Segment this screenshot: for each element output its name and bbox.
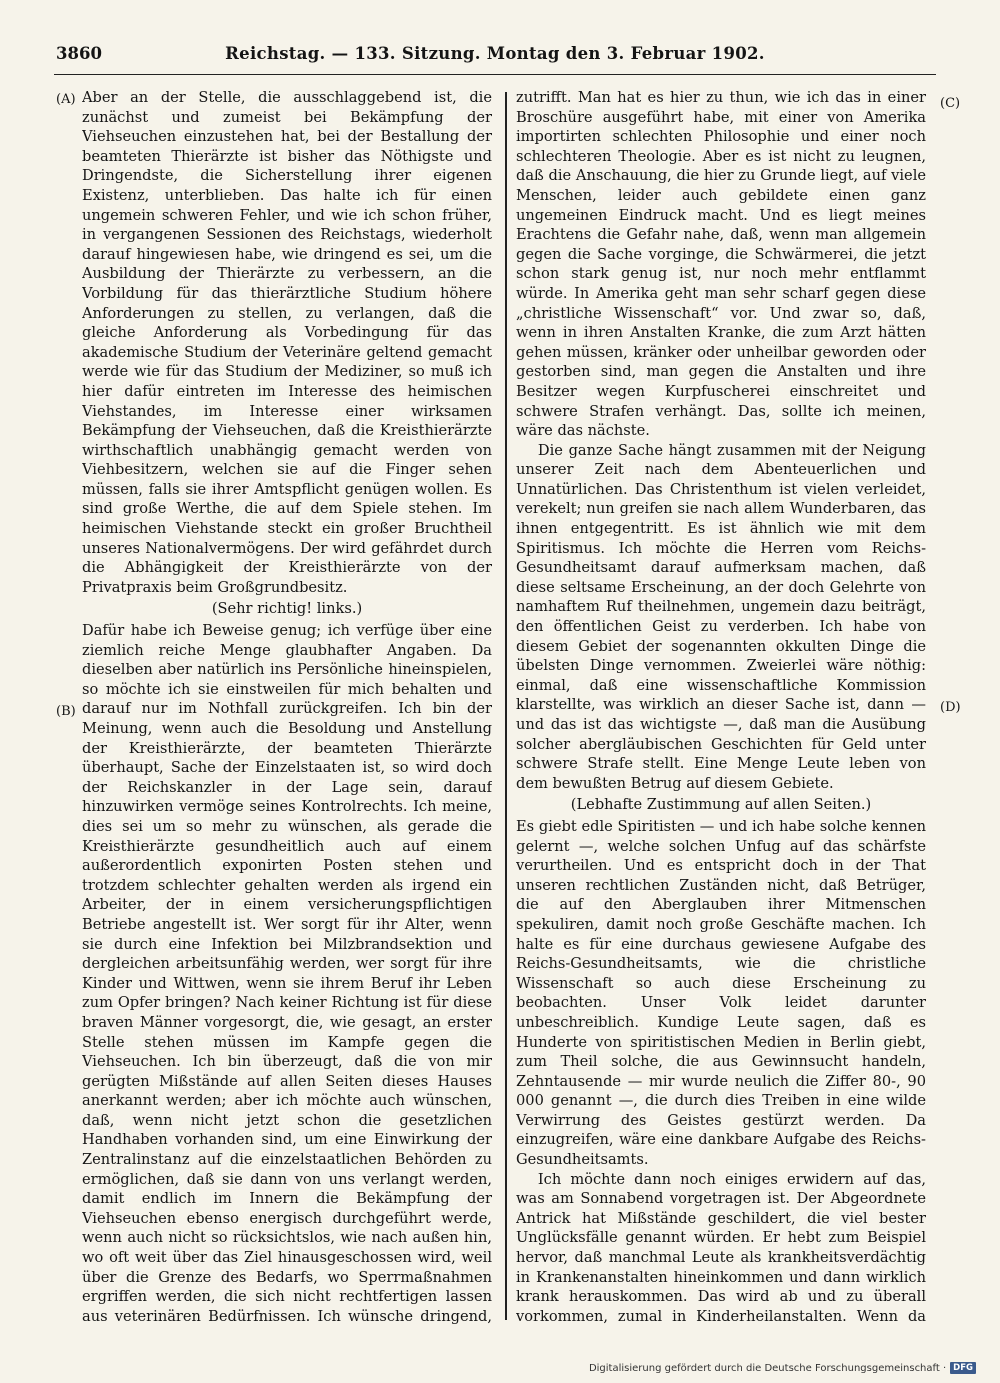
page-header	[54, 44, 936, 72]
interjection: (Lebhafte Zustimmung auf allen Seiten.)	[570, 796, 872, 814]
paragraph: Es giebt edle Spiritisten — und ich habe solche kennen gelernt —, welche solchen Unfug auf das schärfste verurtheilen. Und es entspricht doch in der That unseren rechtlichen Zuständen nicht, daß Betrüger, die auf den Aberglauben ihrer Mitmenschen spekuliren, damit noch große Geschäfte machen. Ich halte es für eine durchaus gewiesene Aufgabe des Reichs-Gesundheitsamts, wie die christliche Wissenschaft so auch diese Erscheinung zu beobachten. Unser Volk leidet darunter unbeschreiblich. Kundige Leute sagen, daß es Hunderte von spiritistischen Medien in Berlin giebt, zum Theil solche, die aus Gewinnsucht handeln, Zehntausende — mir wurde neulich die Ziffer 80-, 90 000 genannt —, die durch dies Treiben in eine wilde Verwirrung des Geistes gestürzt werden. Da einzugreifen, wäre eine dankbare Aufgabe des Reichs-Gesundheitsamts.	[516, 817, 926, 1169]
left-column	[82, 88, 492, 1324]
footer-text: Digitalisierung gefördert durch die Deutsche Forschungsgemeinschaft ·	[588, 1362, 947, 1374]
right-column	[516, 88, 926, 1324]
page-number: 3860	[56, 44, 102, 63]
margin-marker-b: (B)	[56, 704, 76, 719]
paragraph: Aber an der Stelle, die ausschlaggebend ist, die zunächst und zumeist bei Bekämpfung der Viehseuchen einzustehen hat, bei der Bestallung der beamteten Thierärzte ist bisher das Nöthigste und Dringendste, die Sicherstellung ihrer eigenen Existenz, unterblieben. Das halte ich für einen ungemein schweren Fehler, und wie ich schon früher, in vergangenen Sessionen des Reichstags, wiederholt darauf hingewiesen habe, wie dringend es sei, um die Ausbildung der Thierärzte zu verbessern, an die Vorbildung für das thierärztliche Studium höhere Anforderungen zu stellen, zu verlangen, daß die gleiche Anforderung als Vorbedingung für das akademische Studium der Veterinäre geltend gemacht werde wie für das Studium der Mediziner, so muß ich hier dafür eintreten im Interesse des heimischen Viehstandes, im Interesse einer wirksamen Bekämpfung der Viehseuchen, daß die Kreisthierärzte wirthschaftlich unabhängig gemacht werden von Viehbesitzern, welchen sie auf die Finger sehen müssen, falls sie ihrer Amtspflicht genügen wollen. Es sind große Werthe, die auf dem Spiele stehen. Im heimischen Viehstande steckt ein großer Bruchtheil unseres Nationalvermögens. Der wird gefährdet durch die Abhängigkeit der Kreisthierärzte von der Privatpraxis beim Großgrundbesitz.	[82, 89, 492, 596]
dfg-logo: DFG	[950, 1362, 976, 1374]
margin-marker-c: (C)	[940, 96, 961, 111]
margin-marker-a: (A)	[56, 92, 76, 107]
column-divider	[505, 92, 507, 1320]
margin-marker-d: (D)	[940, 700, 961, 715]
footer	[589, 1360, 976, 1376]
paragraph: Die ganze Sache hängt zusammen mit der Neigung unserer Zeit nach dem Abenteuerlichen und Unnatürlichen. Das Christenthum ist vielen verleidet, verekelt; nun greifen sie nach allem Wunderbaren, das ihnen entgegentritt. Es ist ähnlich wie mit dem Spiritismus. Ich möchte die Herren vom Reichs-Gesundheitsamt darauf aufmerksam machen, daß diese seltsame Erscheinung, an der doch Gelehrte von namhaftem Ruf theilnehmen, ungemein dazu beiträgt, den öffentlichen Geist zu verderben. Ich habe von diesem Gebiet der sogenannten okkulten Dinge die übelsten Dinge vernommen. Zweierlei wäre nöthig: einmal, daß eine wissenschaftliche Kommission klarstellte, was wirklich an dieser Sache ist, dann — und das ist das wichtigste —, daß man die Ausübung solcher abergläubischen Geschichten für Geld unter schwere Strafe stellt. Eine Menge Leute leben von dem bewußten Betrug auf diesem Gebiete.	[516, 441, 926, 792]
interjection: (Sehr richtig! links.)	[211, 600, 363, 618]
paragraph: Ich möchte dann noch einiges erwidern auf das, was am Sonnabend vorgetragen ist. Der Abgeordnete Antrick hat Mißstände geschildert, die viel bester Unglücksfälle genannt würden. Er hebt zum Beispiel hervor, daß manchmal Leute als krankheitsverdächtig in Krankenanstalten hineinkommen und dann wirklich krank herauskommen. Das wird ab und zu überall vorkommen, zumal in Kinderheilanstalten. Wenn da	[516, 1170, 926, 1324]
paragraph: zutrifft. Man hat es hier zu thun, wie ich das in einer Broschüre ausgeführt habe, mit einer von Amerika importirten schlechten Philosophie und einer noch schlechteren Theologie. Aber es ist nicht zu leugnen, daß die Anschauung, die hier zu Grunde liegt, auf viele Menschen, leider auch gebildete einen ganz ungemeinen Eindruck macht. Und es liegt meines Erachtens die Gefahr nahe, daß, wenn man allgemein gegen die Sache vorginge, die Schwärmerei, die jetzt schon stark genug ist, nur noch mehr entflammt würde. In Amerika geht man sehr scharf gegen diese „christliche Wissenschaft“ vor. Und zwar so, daß, wenn in ihren Anstalten Kranke, die zum Arzt hätten gehen müssen, kränker oder unheilbar geworden oder gestorben sind, man gegen die Anstalten und ihre Besitzer wegen Kurpfuscherei einschreitet und schwere Strafen verhängt. Das, sollte ich meinen, wäre das nächste.	[516, 89, 926, 440]
running-head: Reichstag. — 133. Sitzung. Montag den 3. Februar 1902.	[225, 44, 765, 63]
paragraph: Dafür habe ich Beweise genug; ich verfüge über eine ziemlich reiche Menge glaubhafter Angaben. Da dieselben aber natürlich ins Persönliche hineinspielen, so möchte ich sie einstweilen für mich behalten und darauf nur im Nothfall zurückgreifen. Ich bin der Meinung, wenn auch die Besoldung und Anstellung der Kreisthierärzte, der beamteten Thierärzte überhaupt, Sache der Einzelstaaten ist, so wird doch der Reichskanzler in der Lage sein, darauf hinzuwirken vermöge seines Kontrolrechts. Ich meine, dies sei um so mehr zu wünschen, als gerade die Kreisthierärzte gesundheitlich auch auf einem außerordentlich exponirten Posten stehen und trotzdem schlechter gehalten werden als irgend ein Arbeiter, der in einem versicherungspflichtigen Betriebe angestellt ist. Wer sorgt für ihr Alter, wenn sie durch eine Infektion bei Milzbrandsektion und dergleichen arbeitsunfähig werden, wer sorgt für ihre Kinder und Wittwen, wenn sie ihrem Beruf ihr Leben zum Opfer bringen? Nach keiner Richtung ist für diese braven Männer vorgesorgt, die, wie gesagt, an erster Stelle stehen müssen im Kampfe gegen die Viehseuchen. Ich bin überzeugt, daß die von mir gerügten Mißstände auf allen Seiten dieses Hauses anerkannt werden; aber ich möchte auch wünschen, daß, wenn nicht jetzt schon die gesetzlichen Handhaben vorhanden sind, um eine Einwirkung der Zentralinstanz auf die einzelstaatlichen Behörden zu ermöglichen, daß sie dann von uns verlangt werden, damit endlich im Innern die Bekämpfung der Viehseuchen ebenso energisch durchgeführt werde, wenn auch nicht so rücksichtslos, wie nach außen hin, wo oft weit über das Ziel hinausgeschossen wird, weil über die Grenze des Bedarfs, wo Sperrmaßnahmen ergriffen werden, die sich nicht rechtfertigen lassen aus veterinären Bedürfnissen. Ich wünsche dringend,	[82, 622, 492, 1324]
header-rule	[54, 74, 936, 75]
